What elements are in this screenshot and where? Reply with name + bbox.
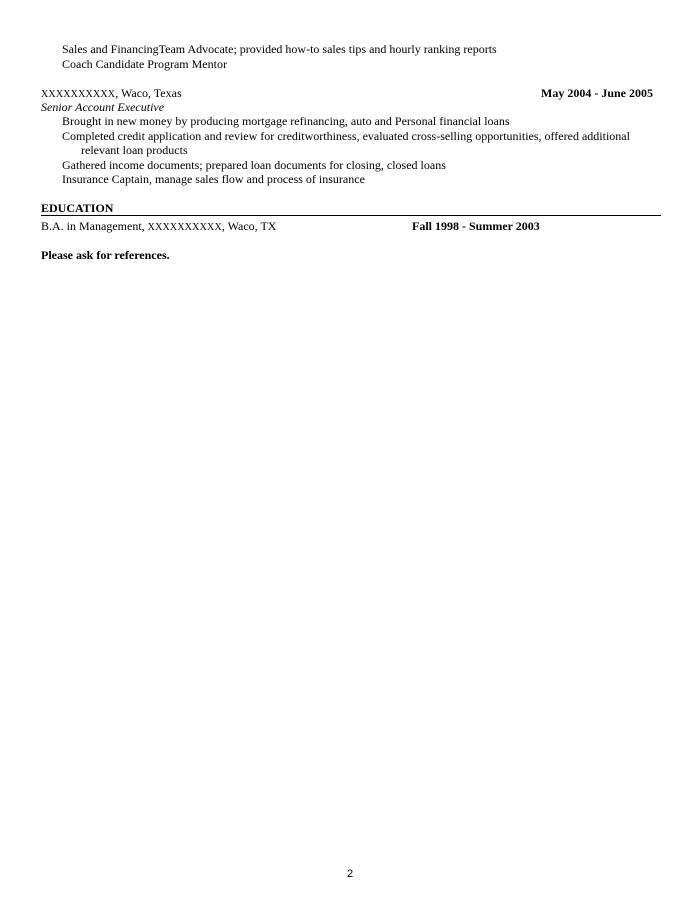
education-degree-line: [41, 219, 276, 235]
job-dates: May 2004 - June 2005: [541, 86, 653, 100]
bullet-item: Sales and FinancingTeam Advocate; provided how-to sales tips and hourly ranking reports: [62, 42, 497, 56]
job-location: , Waco, Texas: [115, 86, 182, 100]
school-name: XXXXXXXXXX: [147, 222, 222, 233]
bullet-item: Completed credit application and review for creditworthiness, evaluated cross-selling opportunities, offered additional: [62, 129, 630, 143]
education-dates: Fall 1998 - Summer 2003: [412, 219, 540, 233]
degree-location: , Waco, TX: [221, 219, 277, 233]
bullet-item: Brought in new money by producing mortgage refinancing, auto and Personal financial loans: [62, 114, 510, 128]
job-title: Senior Account Executive: [41, 100, 165, 114]
bullet-item: Coach Candidate Program Mentor: [62, 57, 227, 71]
degree-prefix: B.A. in Management,: [41, 219, 148, 233]
section-divider: [41, 215, 661, 216]
bullet-item: Gathered income documents; prepared loan documents for closing, closed loans: [62, 158, 446, 172]
references-note: Please ask for references.: [41, 248, 170, 262]
section-heading-education: EDUCATION: [41, 201, 114, 215]
page-number: 2: [346, 868, 354, 880]
bullet-item-continuation: relevant loan products: [81, 143, 188, 157]
bullet-item: Insurance Captain, manage sales flow and process of insurance: [62, 172, 365, 186]
employer-name: XXXXXXXXXX: [41, 89, 116, 100]
